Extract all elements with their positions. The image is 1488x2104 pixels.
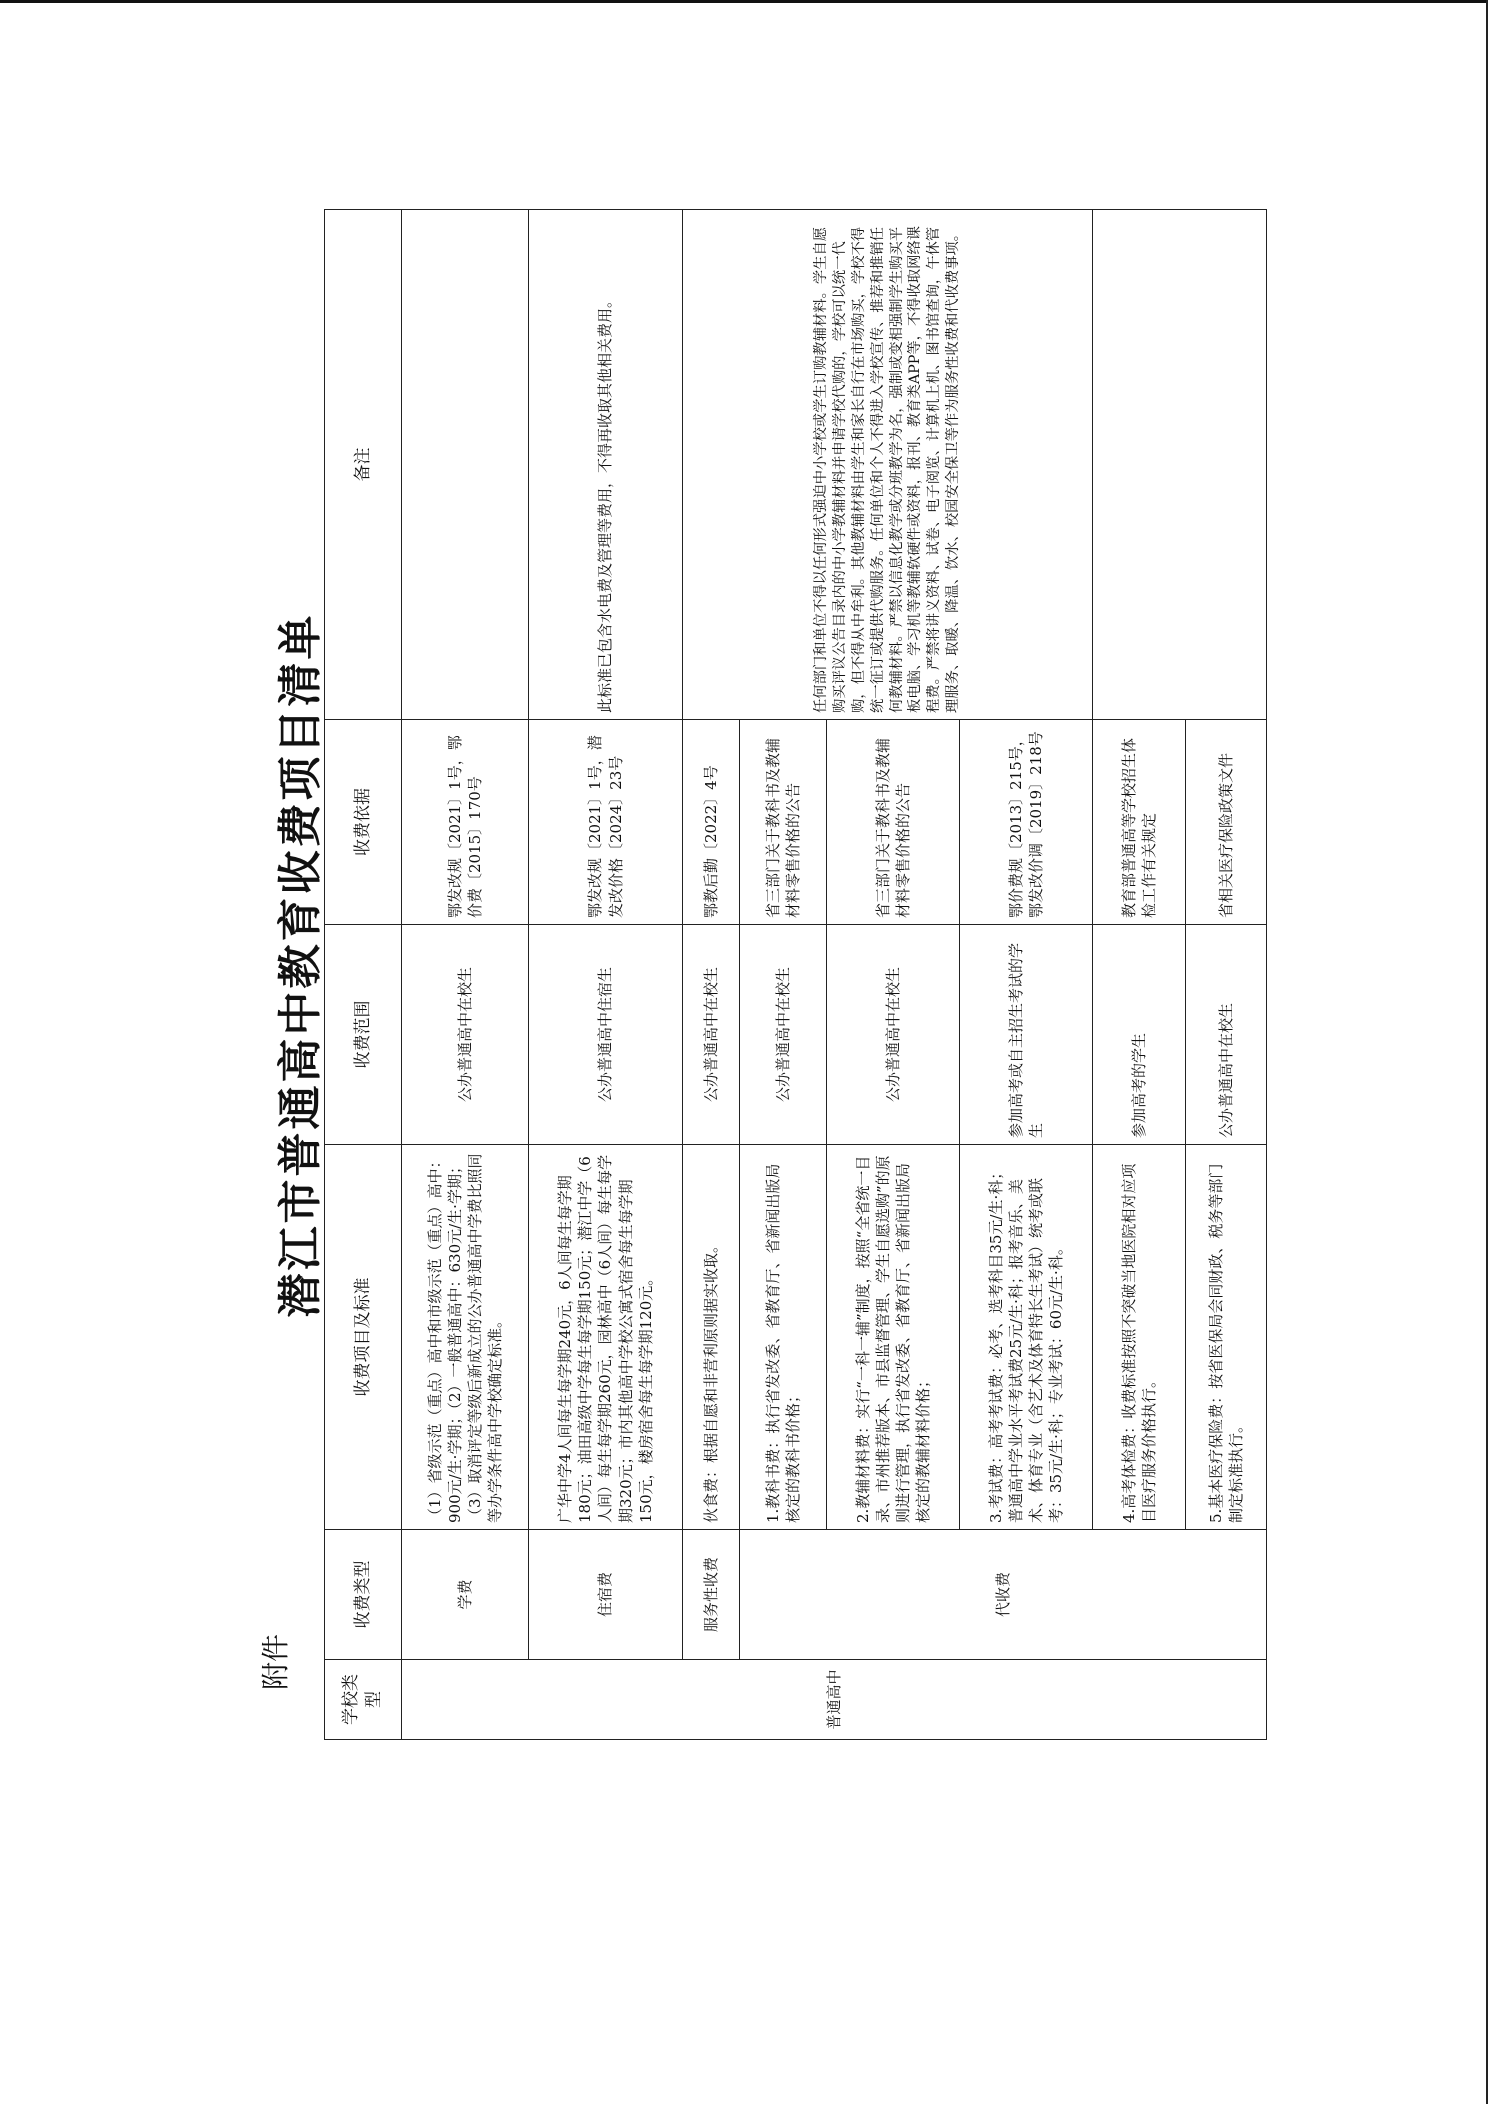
- basis-cell: 省三部门关于教科书及教辅材料零售价格的公告: [827, 720, 960, 925]
- remarks-cell: [402, 210, 529, 720]
- item-standard-cell: 1.教科书费：执行省发改委、省教育厅、省新闻出版局核定的教科书价格；: [740, 1145, 827, 1530]
- header-school-type: 学校类型: [325, 1660, 402, 1740]
- fee-category-cell: 代收费: [740, 1530, 1267, 1660]
- header-scope: 收费范围: [325, 925, 402, 1145]
- item-standard-cell: 广华中学4人间每生每学期240元，6人间每生每学期180元；油田高级中学每生每学期150元；潜江中学（6人间）每生每学期260元，园林高中（6人间）每生每学期320元；市内其他高中学校公寓式宿舍每生每学期150元，楼房宿舍每生每学期120元。: [529, 1145, 683, 1530]
- fee-category-cell: 住宿费: [529, 1530, 683, 1660]
- header-fee-category: 收费类型: [325, 1530, 402, 1660]
- scan-border: [0, 0, 1488, 3]
- item-standard-cell: （1）省级示范（重点）高中和市级示范（重点）高中：900元/生·学期；（2）一般普通高中：630元/生·学期；（3）取消评定等级后新成立的公办普通高中学费比照同等办学条件高中学校确定标准。: [402, 1145, 529, 1530]
- header-remarks: 备注: [325, 210, 402, 720]
- scope-cell: 公办普通高中在校生: [1186, 925, 1267, 1145]
- rotated-page: [254, 90, 1274, 1840]
- item-standard-cell: 4.高考体检费：收费标准按照不突破当地医院相对应项目医疗服务价格执行。: [1093, 1145, 1186, 1530]
- scope-cell: 公办普通高中在校生: [827, 925, 960, 1145]
- header-basis: 收费依据: [325, 720, 402, 925]
- fee-table: [324, 209, 1267, 1740]
- scope-cell: 公办普通高中在校生: [402, 925, 529, 1145]
- remarks-cell: 任何部门和单位不得以任何形式强迫中小学校或学生订购教辅材料。学生自愿购买评议公告目录内的中小学教辅材料并申请学校代购的，学校可以统一代购，但不得从中牟利。其他教辅材料由学生和家长自行在市场购买，学校不得统一征订或提供代购服务。任何单位和个人不得进入学校宣传、推荐和推销任何教辅材料。严禁以信息化教学或分班教学为名，强制或变相强制学生购买平板电脑、学习机等教辅软硬件或资料，报刊、教育类APP等，不得收取网络课程费。严禁将讲义资料、试卷、电子阅览、计算机上机、图书馆查询，午休管理服务、取暖、降温、饮水、校园安全保卫等作为服务性收费和代收费事项。: [683, 210, 1093, 720]
- remarks-cell: 此标准已包含水电费及管理等费用，不得再收取其他相关费用。: [529, 210, 683, 720]
- basis-cell: 鄂发改规〔2021〕1号，潜发改价格〔2024〕23号: [529, 720, 683, 925]
- scope-cell: 参加高考或自主招生考试的学生: [960, 925, 1093, 1145]
- basis-cell: 教育部普通高等学校招生体检工作有关规定: [1093, 720, 1186, 925]
- item-standard-cell: 5.基本医疗保险费：按省医保局会同财政、税务等部门制定标准执行。: [1186, 1145, 1267, 1530]
- table-row: [402, 210, 529, 1740]
- fee-category-cell: 服务性收费: [683, 1530, 740, 1660]
- scope-cell: 公办普通高中在校生: [683, 925, 740, 1145]
- school-type-cell: 普通高中: [402, 1660, 1267, 1740]
- item-standard-cell: 2.教辅材料费：实行“一科一辅”制度，按照“全省统一目录、市州推荐版本、市县监督管理、学生自愿选购”的原则进行管理，执行省发改委、省教育厅、省新闻出版局核定的教辅材料价格；: [827, 1145, 960, 1530]
- remarks-cell-empty: [1093, 210, 1267, 720]
- basis-cell: 鄂教后勤〔2022〕4号: [683, 720, 740, 925]
- basis-cell: 省相关医疗保险政策文件: [1186, 720, 1267, 925]
- basis-cell: 省三部门关于教科书及教辅材料零售价格的公告: [740, 720, 827, 925]
- item-standard-cell: 3.考试费：高考考试费：必考、选考科目35元/生·科；普通高中学业水平考试费25元/生·科；报考音乐、美术、体育专业（含艺术及体育特长生考试）统考或联考：35元/生·科；专业考试：60元/生·科。: [960, 1145, 1093, 1530]
- item-standard-cell: 伙食费：根据自愿和非营利原则据实收取。: [683, 1145, 740, 1530]
- header-row: [325, 210, 402, 1740]
- scope-cell: 公办普通高中住宿生: [529, 925, 683, 1145]
- basis-cell: 鄂价费规〔2013〕215号，鄂发改价调〔2019〕218号: [960, 720, 1093, 925]
- scope-cell: 公办普通高中在校生: [740, 925, 827, 1145]
- scope-cell: 参加高考的学生: [1093, 925, 1186, 1145]
- header-item-standard: 收费项目及标准: [325, 1145, 402, 1530]
- basis-cell: 鄂发改规〔2021〕1号，鄂价费〔2015〕170号: [402, 720, 529, 925]
- fee-category-cell: 学费: [402, 1530, 529, 1660]
- table-row: [683, 210, 740, 1740]
- table-row: [1093, 210, 1186, 1740]
- table-row: [529, 210, 683, 1740]
- attachment-label: 附件: [259, 1633, 292, 1690]
- document-title: 潜江市普通高中教育收费项目清单: [275, 612, 326, 1318]
